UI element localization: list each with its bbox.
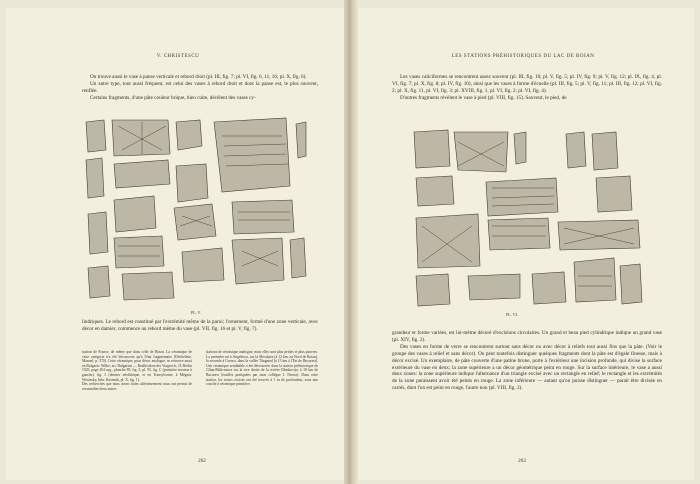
footnote-col1-tail: Des recherches que nous avons faites ultérieurement nous ont permis de reconnaître deux autres [82,382,192,391]
left-footnote-col-2 [206,350,318,387]
right-running-head: LES STATIONS PRÉHISTORIQUES DU LAC DE BOIAN [451,54,595,59]
footnote-col2-text: stations de céramique analogue, mais elles sont plus petites et plus pauvres. La première est à Angelescu, sur la Mostiștea (à 12 km. au Nord de Boian), la seconde à Greaca, dans la vallée Tânganul (à 15 km à l'Est de Bucarest). Une céramique semblable a été découverte dans la station préhistorique de Glina-Bălăceanca sur la rive droite de la rivière Dâmbovița, à 10 km de Bucarest (fouilles pratiquées par mon collègue I. Nestor). Dans cette station, les troncs excisés ont été trouvés à 1 m de profondeur, sous une couche à céramique primitive. [206,350,318,387]
left-paragraph-3: Certains fragments, d'une pâte couleur brique, bien cuite, décèlent des vases cy- [90,94,256,101]
plate-vi-illustration [408,126,648,310]
right-page [352,8,694,480]
book-gutter [344,0,358,484]
left-page-number: 262 [198,458,206,464]
left-footnote-col-1 [82,350,192,391]
right-top-text [392,74,662,102]
right-paragraph-1: Les vases caliciformes se rencontrent assez souvent (pl. III, fig. 10; pl. V, fig. 5; pl. IV, fig. 9; pl. V, fig. 12; pl. IX, fig. 4, pl. VI, fig. 7; pl. X, fig. 8; pl. IV, fig. 10), ainsi que les vases à forme d'écuelle (pl. III, fig. 5; pl. V, fig. 11; pl. III, fig. 12; pl. VI, fig. 2; pl. X, fig. 11, pl. VI, fig. 3; pl. XVIII, fig. 1, pl. VI, fig. 2; pl. VI, fig. 4). [392,74,662,94]
right-paragraph-4: Des vases en forme de verre se rencontrent surtout sans décor ou avec décor à reliefs tout aussi fins que la pâte. (Voir le groupe des vases à relief et sans décor). On peut toutefois distinguer quelques fragments dont la pâte est d'égale finesse, mais à décor excisé. Un exemplaire, de pâte couverte d'une patine brune, porte à l'extérieur une incision profonde, qui divise la surface extérieure du vase en deux; la zone supérieure a un décor géométrique peint en rouge. Sur la surface intérieure, le vase a aussi deux zones: la zone supérieure indique l'alternance d'un triangle excisé avec un rectangle en relief; le rectangle et les extrémités de la zone paraissent avoir été peints en rouge. La zone inférieure — autant qu'on puisse distinguer — parait être divisée en carrés, dont l'un est peint en rouge, l'autre non (pl. VIII, fig. 2). [392,343,662,392]
left-paragraph-2: Un autre type, tout aussi fréquent, est celui des vases à rebord droit et dont la panse est, le plus souvent, renflée. [82,80,318,94]
plate-v-illustration [82,116,312,306]
left-running-head: V. CHRISTESCU [156,54,200,59]
right-paragraph-2: D'autres fragments révèlent le vase à pied (pl. VIII, fig. 15). Souvent, le pied, de [400,94,567,101]
left-paragraph-4: lindriques. Le rebord est constitué par l'extrémité même de la paroi; l'ornement, formé d'une zone verticale, avec décor en damier, commence au rebord même du vase (pl. VII, fig. 16 et pl. V, fig. 7). [82,319,318,332]
right-plate-caption: PL. VI. [506,312,518,317]
left-bottom-text [82,319,318,333]
right-paragraph-3: grandeur et forme variées, est lui-même décoré d'excisions circulaires. Un grand et beau pied cylindrique indique un grand vase (pl. XIV, fig. 2). [392,330,662,343]
left-page [6,8,350,480]
right-page-number: 263 [518,458,526,464]
right-bottom-text [392,330,662,392]
left-plate-caption: PL. V. [191,310,201,315]
left-paragraph-1: On trouve aussi le vase à panse verticale et rebord droit (pl. III, fig. 7; pl. VI, fig. 6, 11, 16; pl. X, fig. 6). [90,74,307,80]
left-top-text [82,74,318,102]
footnote-col1-text: station de France, de même que dans celle de Boian. La céramique de cette catégorie n'a été découverte qu'à l'état fragmentaire (Déchelette, Manuel, p. 570). Cette céramique, pour décor analogue, se retrouve aussi en Bulgarie: Wilke, art. Bulgarien — Reallexikon der Vorgesch., II; Berlin 1925, page 204 sqq., planche 89, fig. 3; pl. 95, fig. C (première terrasse à gauche), fig. 5 (dernier néolithique, et en Transylvanie, à Mégara: Wosinsky, Inkr. Keramik, pl. X, fig. 1). [82,350,192,382]
